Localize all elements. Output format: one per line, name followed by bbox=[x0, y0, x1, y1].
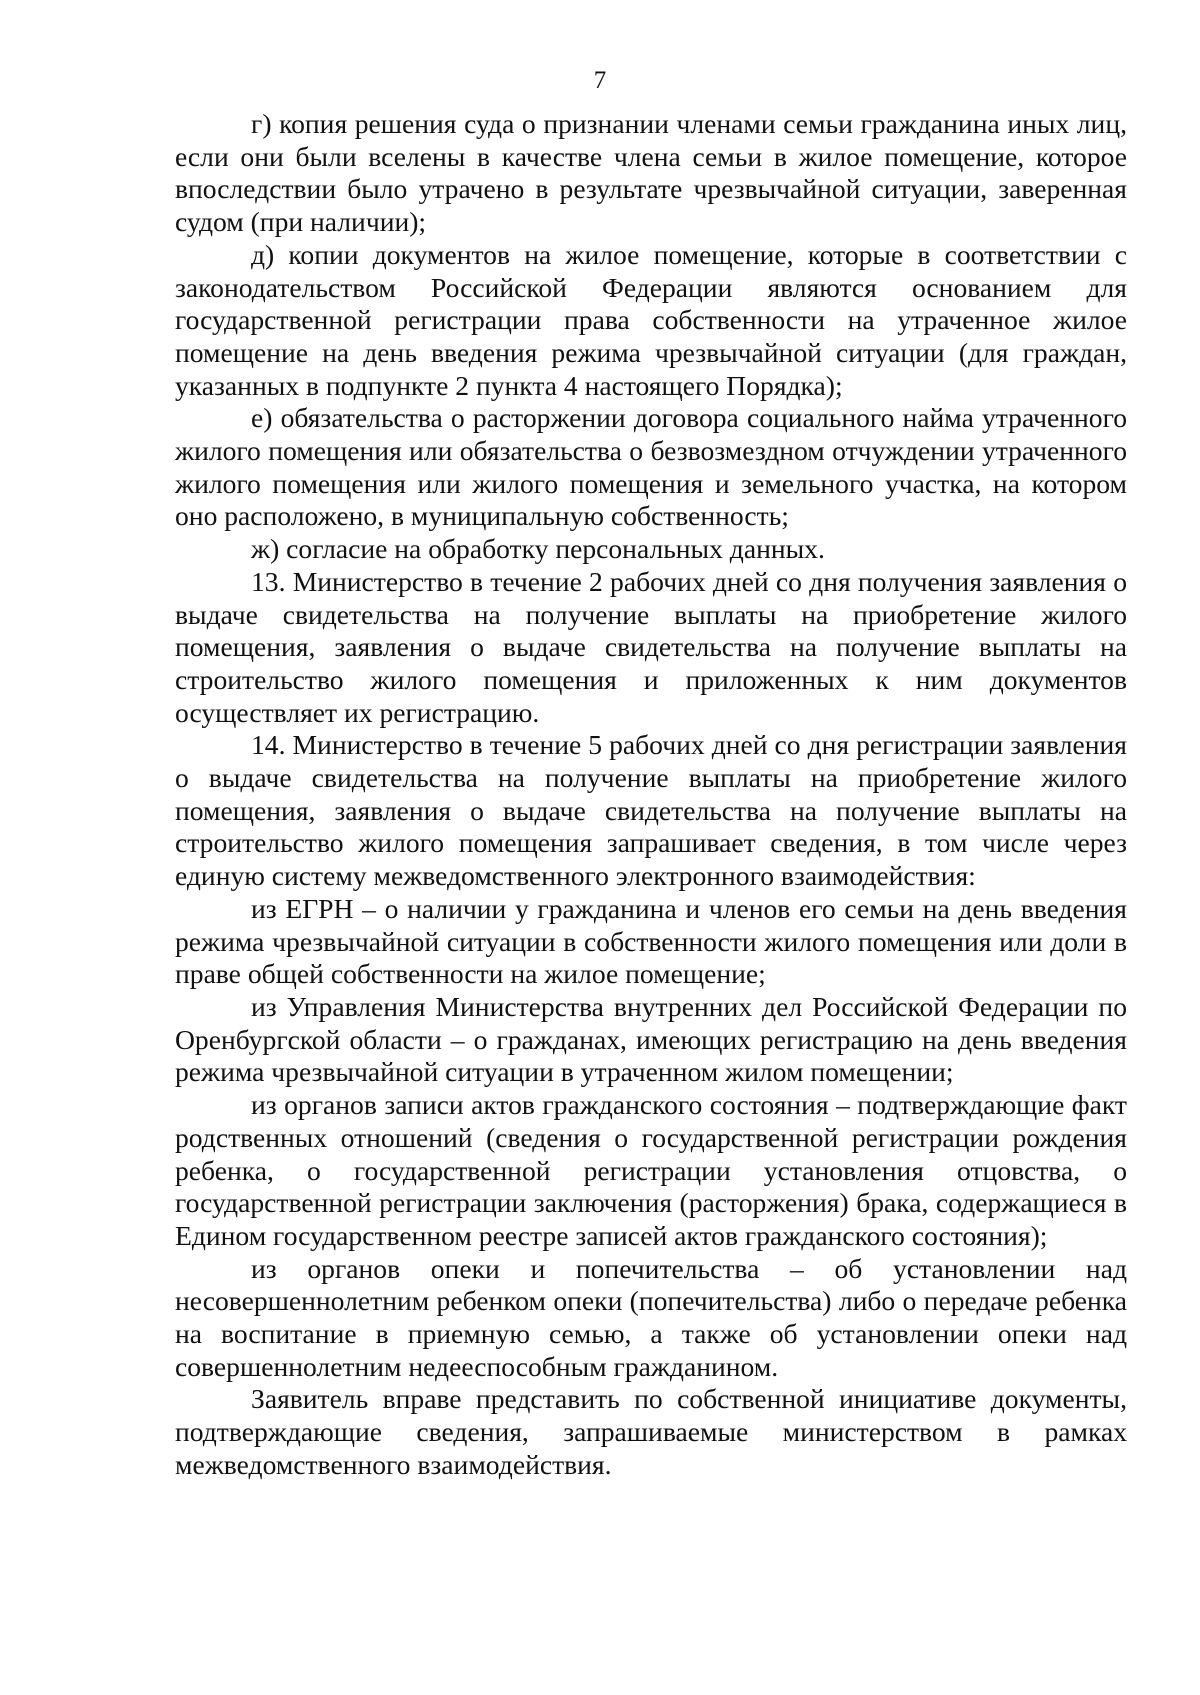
paragraph-g-court-decision-copy: г) копия решения суда о признании членами семьи гражданина иных лиц, если они были вселены в качестве члена семьи в жилое помещение, которое впоследствии было утрачено в результате чрезвычайной ситуации, заверенная судом (при наличии); bbox=[175, 108, 1127, 238]
paragraph-guardianship: из органов опеки и попечительства – об установлении над несовершеннолетним ребенком опеки (попечительства) либо о передаче ребенка на воспитание в приемную семью, а также об установлении опеки над совершеннолетним недееспособным гражданином. bbox=[175, 1252, 1127, 1382]
paragraph-egrn: из ЕГРН – о наличии у гражданина и членов его семьи на день введения режима чрезвычайной ситуации в собственности жилого помещения или доли в праве общей собственности на жилое помещение; bbox=[175, 892, 1127, 990]
paragraph-zh-data-consent: ж) согласие на обработку персональных данных. bbox=[251, 533, 825, 565]
paragraph-e-obligations: е) обязательства о расторжении договора социального найма утраченного жилого помещения или обязательства о безвозмездном отчуждении утраченного жилого помещения или жилого помещения и земельного участка, на котором оно расположено, в муниципальную собственность; bbox=[175, 402, 1127, 532]
paragraph-applicant-right: Заявитель вправе представить по собственной инициативе документы, подтверждающие сведения, запрашиваемые министерством в рамках межведомственного взаимодействия. bbox=[175, 1383, 1127, 1480]
paragraph-civil-registry: из органов записи актов гражданского состояния – подтверждающие факт родственных отношений (сведения о государственной регистрации рождения ребенка, о государственной регистрации установления отцовства, о государственной регистрации заключения (расторжения) брака, содержащиеся в Едином государственном реестре записей актов гражданского состояния); bbox=[175, 1089, 1127, 1251]
paragraph-13-registration: 13. Министерство в течение 2 рабочих дней со дня получения заявления о выдаче свидетельства на получение выплаты на приобретение жилого помещения, заявления о выдаче свидетельства на получение выплаты на строительство жилого помещения и приложенных к ним документов осуществляет их регистрацию. bbox=[175, 565, 1127, 728]
paragraph-d-housing-documents: д) копии документов на жилое помещение, которые в соответствии с законодательством Российской Федерации являются основанием для государственной регистрации права собственности на утраченное жилое помещение на день введения режима чрезвычайной ситуации (для граждан, указанных в подпункте 2 пункта 4 настоящего Порядка); bbox=[175, 238, 1127, 401]
document-body bbox=[175, 108, 1127, 1482]
paragraph-14-requests: 14. Министерство в течение 5 рабочих дней со дня регистрации заявления о выдаче свидетельства на получение выплаты на приобретение жилого помещения, заявления о выдаче свидетельства на получение выплаты на строительство жилого помещения запрашивает сведения, в том числе через единую систему межведомственного электронного взаимодействия: bbox=[175, 729, 1127, 892]
page-number: 7 bbox=[593, 67, 607, 94]
paragraph-mvd: из Управления Министерства внутренних дел Российской Федерации по Оренбургской области – о гражданах, имеющих регистрацию на день введения режима чрезвычайной ситуации в утраченном жилом помещении; bbox=[175, 990, 1127, 1088]
